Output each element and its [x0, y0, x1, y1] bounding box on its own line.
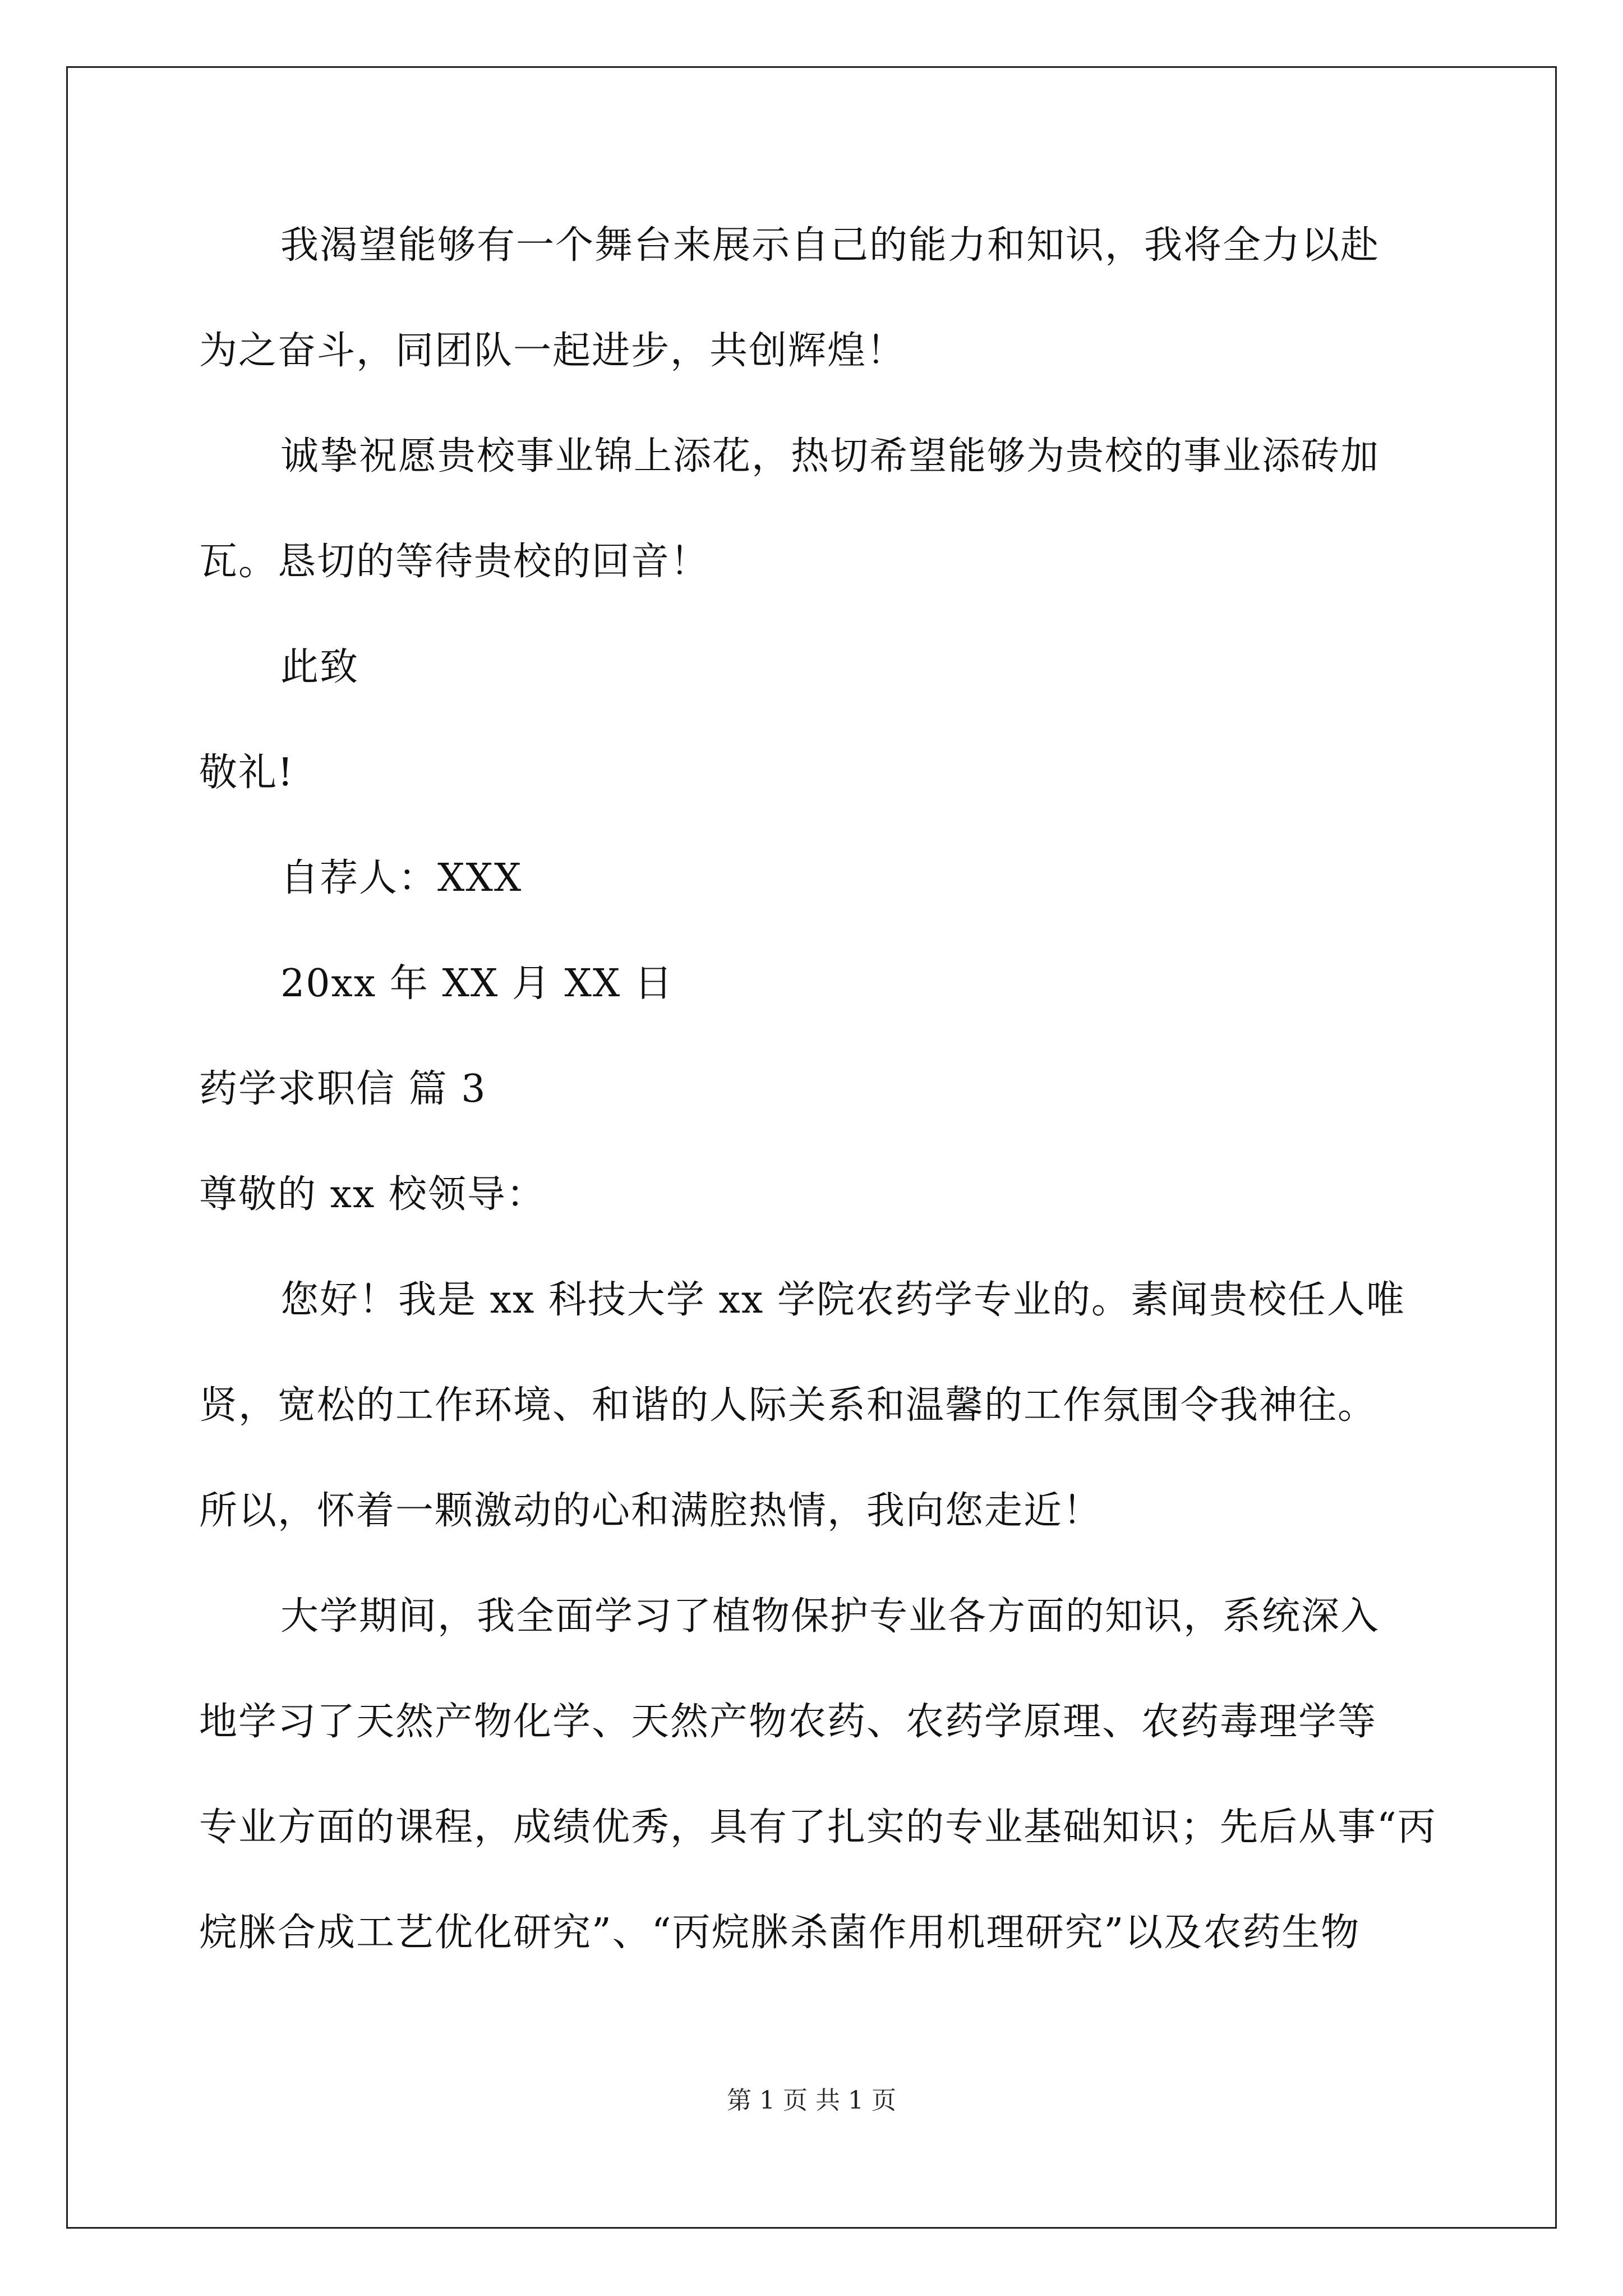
- text-line: 我渴望能够有一个舞台来展示自己的能力和知识，我将全力以赴: [280, 223, 1380, 268]
- paragraph: [199, 430, 1433, 589]
- signature-line: 自荐人：XXX: [280, 856, 523, 900]
- text-line: 专业方面的课程，成绩优秀，具有了扎实的专业基础知识；先后从事“丙: [199, 1805, 1437, 1849]
- paragraph: [199, 219, 1433, 378]
- text-line: 为之奋斗，同团队一起进步，共创辉煌！: [199, 329, 906, 373]
- document-body: [199, 219, 1437, 1960]
- closing-respect: 敬礼!: [199, 751, 294, 795]
- greeting: 尊敬的 xx 校领导：: [199, 1172, 546, 1217]
- text-line: 您好！我是 xx 科技大学 xx 学院农药学专业的。素闻贵校任人唯: [280, 1278, 1405, 1322]
- paragraph: [199, 1590, 1437, 1960]
- text-line: 所以，怀着一颗激动的心和满腔热情，我向您走近！: [199, 1489, 1103, 1533]
- text-line: 大学期间，我全面学习了植物保护专业各方面的知识，系统深入: [280, 1594, 1380, 1639]
- text-line: 地学习了天然产物化学、天然产物农药、农药学原理、农药毒理学等: [199, 1700, 1377, 1744]
- section-heading: 药学求职信 篇 3: [199, 1067, 487, 1111]
- page-footer: 第 1 页 共 1 页: [727, 2086, 896, 2115]
- closing-salutation: 此致: [280, 645, 359, 689]
- text-line: 瓦。恳切的等待贵校的回音！: [199, 540, 710, 584]
- date-line: 20xx 年 XX 月 XX 日: [280, 961, 674, 1006]
- text-line: 烷脒合成工艺优化研究”、“丙烷脒杀菌作用机理研究”以及农药生物: [199, 1911, 1361, 1955]
- paragraph: [199, 1273, 1433, 1538]
- text-line: 诚挚祝愿贵校事业锦上添花，热切希望能够为贵校的事业添砖加: [280, 434, 1380, 478]
- text-line: 贤，宽松的工作环境、和谐的人际关系和温馨的工作氛围令我神往。: [199, 1383, 1377, 1428]
